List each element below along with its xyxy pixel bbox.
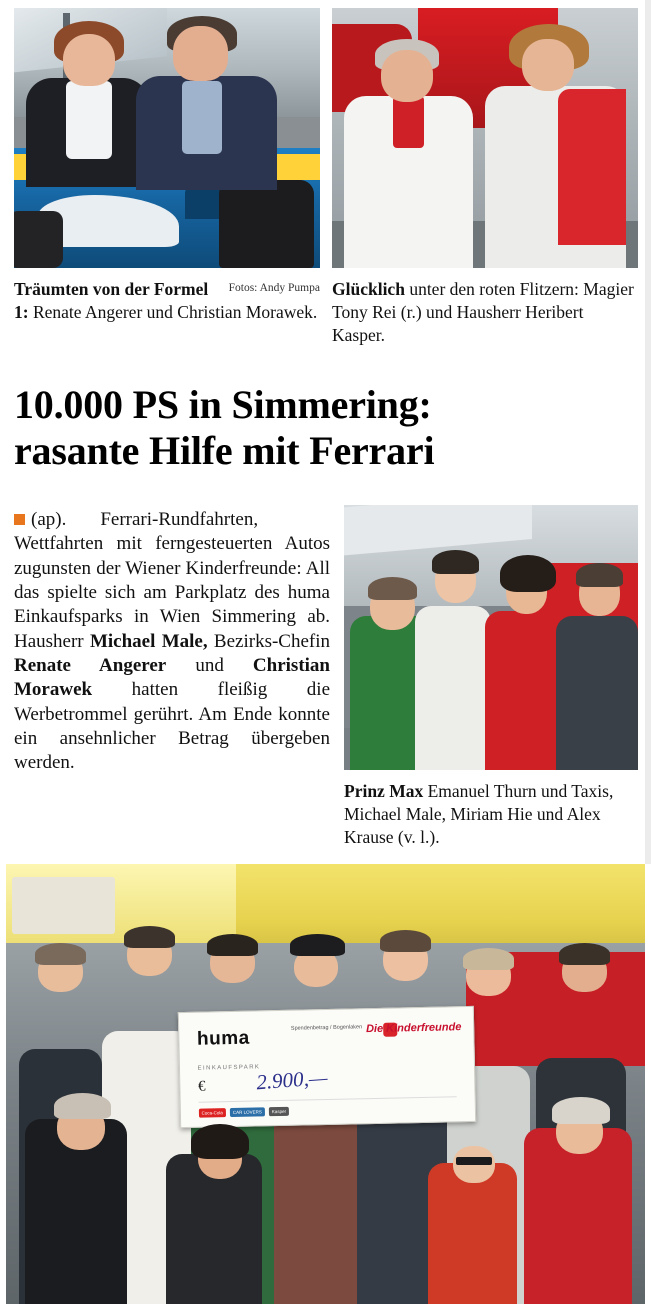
photo-credit: Fotos: Andy Pumpa (228, 282, 320, 294)
photo-person-back-5-hair (380, 930, 431, 952)
photo-person-front-4-hair (552, 1097, 610, 1123)
photo-banner (12, 877, 114, 934)
sponsor-logo-3: Kasper (268, 1107, 288, 1116)
photo-person-back-4-cap (290, 934, 344, 956)
photo-car-wheel-left (14, 211, 63, 268)
photo-person-front-4-torso (524, 1128, 633, 1304)
photo-car-wheel-right (219, 180, 314, 268)
headline-line-1: 10.000 PS in Simmering: (14, 382, 432, 427)
photo-person-vest (558, 89, 625, 245)
caption-lead-in: Glücklich (332, 279, 405, 299)
cheque-sponsor-row (198, 1101, 457, 1120)
photo-person-head-left (381, 50, 433, 102)
photo-person-3-hair (500, 555, 556, 592)
photo-person-3-torso (485, 611, 561, 770)
caption-lead-in: Prinz Max (344, 781, 424, 801)
photo-person-2-hair (432, 550, 479, 574)
body-paragraph-part-2: Bezirks-Chefin (207, 630, 331, 652)
photo-person-back-6-hair (463, 948, 514, 970)
caption-middle-right (344, 780, 644, 849)
photo-cheque-handover (6, 864, 645, 1304)
photo-person-head-left (63, 34, 115, 86)
scan-edge (645, 0, 651, 864)
photo-person-4-torso (556, 616, 638, 770)
photo-formula-car (14, 8, 320, 268)
body-paragraph-part-3: und (166, 654, 253, 676)
photo-person-front-3-torso (428, 1163, 517, 1304)
article-body (14, 508, 330, 775)
photo-red-ferraris (332, 8, 638, 268)
sponsor-logo-2: CAR LOVERS (229, 1108, 264, 1118)
photo-person-front-2-hair (191, 1124, 249, 1159)
cheque-amount: 2.900,— (255, 1065, 329, 1095)
photo-person-back-7-hair (559, 943, 610, 965)
photo-person-shirt-right (182, 81, 222, 154)
caption-text: unter den roten Flitzern: Magier Tony Rei (r.) und Hausherr Heribert Kasper. (332, 279, 634, 346)
cheque-logo-subtitle: EINKAUFSPARK (197, 1064, 260, 1072)
bullet-square-icon (14, 514, 25, 525)
caption-lead-in: Träumten von der Formel 1: (14, 279, 209, 323)
photo-person-head-right (522, 39, 574, 91)
cheque-logo: huma (196, 1027, 250, 1050)
cheque-recipient: Die Kinderfreunde (365, 1021, 462, 1036)
cheque-currency: € (197, 1079, 206, 1096)
donation-cheque (177, 1006, 475, 1129)
body-paragraph-part-1: Ferrari-Rundfahrten, Wettfahrten mit ferngesteuerten Autos zugunsten der Wiener Kinderfreunde: All das spielte sich am Parkplatz des huma Einkaufsparks in Wien Simmering ab. Hausherr (14, 509, 330, 652)
photo-person-back-1-hair (35, 943, 86, 965)
photo-child-sunglasses-icon (456, 1157, 491, 1166)
top-caption-row (14, 278, 638, 347)
photo-person-1-hair (368, 577, 418, 601)
photo-person-head-right (173, 26, 228, 81)
body-bold-michael-male: Michael Male, (89, 630, 208, 652)
article-headline (14, 382, 638, 475)
sponsor-logo-1: Coca-Cola (198, 1108, 225, 1118)
body-paragraph-part-4: hatten fleißig die Werbetrommel gerührt. Am Ende konnte ein ansehnlicher Betrag übergeben werden. (14, 679, 330, 774)
caption-text: Emanuel Thurn und Taxis, Michael Male, Miriam Hie und Alex Krause (v. l.). (344, 781, 614, 848)
cheque-amount-label: Spendenbetrag / Bogenlaken (290, 1024, 362, 1032)
photo-person-back-3-hair (207, 934, 258, 956)
article-byline: (ap). (31, 509, 67, 530)
caption-text: Renate Angerer und Christian Morawek. (28, 302, 318, 323)
photo-person-front-1-hair (54, 1093, 112, 1119)
photo-group-prinz-max (344, 505, 638, 770)
photo-person-2-torso (415, 606, 491, 770)
body-bold-christian-morawek: Christian Morawek (14, 654, 330, 701)
headline-line-2: rasante Hilfe mit Ferrari (14, 428, 435, 474)
caption-top-left (14, 278, 320, 347)
body-bold-renate-angerer: Renate Angerer (14, 654, 167, 676)
photo-person-4-hair (576, 563, 623, 587)
photo-person-back-2-hair (124, 926, 175, 948)
caption-top-right (332, 278, 638, 347)
photo-person-scarf (393, 96, 424, 148)
top-photo-row (14, 8, 638, 268)
photo-person-shirt-left (66, 81, 112, 159)
